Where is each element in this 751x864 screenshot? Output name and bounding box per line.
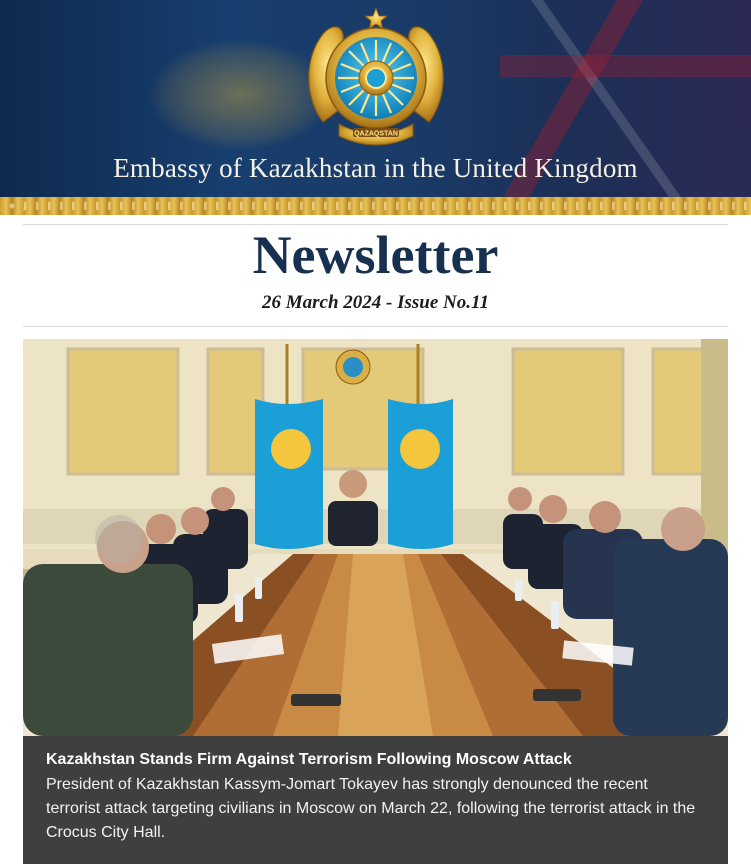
article-headline[interactable]: Kazakhstan Stands Firm Against Terrorism Following Moscow Attack xyxy=(46,751,572,768)
issue-date: 26 March 2024 - Issue No.11 xyxy=(262,292,489,313)
divider xyxy=(23,326,728,327)
newsletter-title: Newsletter xyxy=(252,225,499,285)
article-photo[interactable] xyxy=(23,339,728,736)
gold-ornament-border xyxy=(0,197,751,215)
article-caption xyxy=(23,736,728,864)
embassy-title: Embassy of Kazakhstan in the United Kingdom xyxy=(113,153,638,183)
article-summary: President of Kazakhstan Kassym-Jomart Tokayev has strongly denounced the recent terrorist attack targeting civilians in Moscow on March 22, following the terrorist attack in the Crocus City Hall. xyxy=(46,776,696,841)
emblem-label: QAZAQSTAN xyxy=(354,130,398,138)
header-banner xyxy=(0,0,751,197)
meeting-photo-illustration xyxy=(23,339,728,736)
emblem-icon xyxy=(303,4,449,154)
banner-flag-stripe xyxy=(500,55,751,77)
